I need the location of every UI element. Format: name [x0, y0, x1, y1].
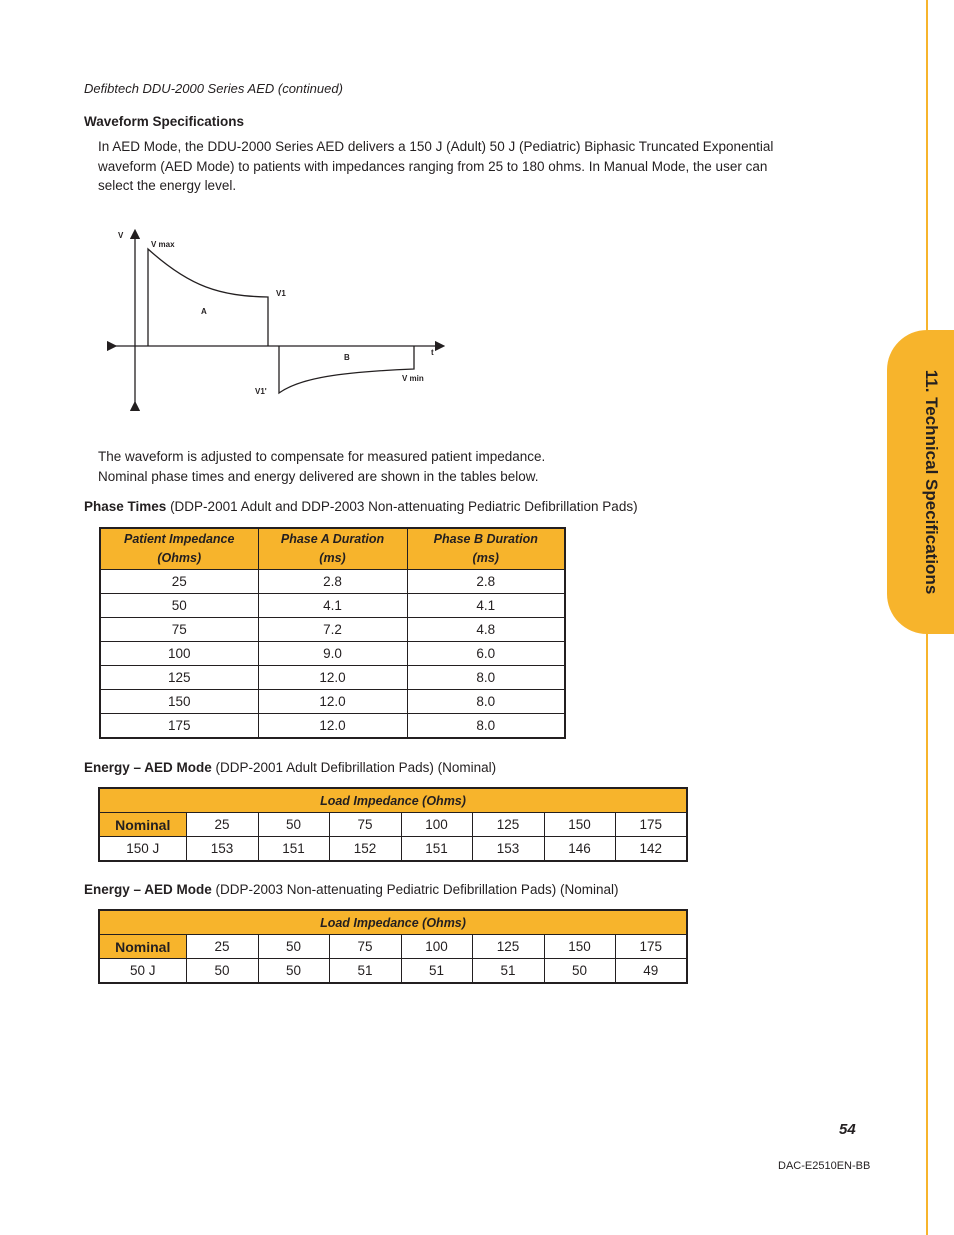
- cell: 25: [186, 935, 258, 959]
- cell: 51: [472, 959, 544, 984]
- cell: 175: [615, 935, 687, 959]
- chapter-tab[interactable]: [887, 330, 954, 634]
- table-row: [100, 570, 565, 594]
- phase-times-heading-bold: Phase Times: [84, 499, 167, 514]
- cell: 146: [544, 837, 615, 862]
- label-v: V: [118, 231, 124, 240]
- table-row: [100, 714, 565, 739]
- cell: 51: [329, 959, 401, 984]
- cell: 2.8: [258, 570, 407, 594]
- cell: 100: [401, 935, 472, 959]
- energy-adult-heading-bold: Energy – AED Mode: [84, 760, 212, 775]
- cell: 151: [258, 837, 329, 862]
- energy-adult-heading-rest: (DDP-2001 Adult Defibrillation Pads) (Nominal): [211, 760, 497, 775]
- impedance-note: [98, 447, 545, 486]
- cell: 49: [615, 959, 687, 984]
- cell: 51: [401, 959, 472, 984]
- row-label: 50 J: [99, 959, 186, 984]
- cell: 50: [258, 959, 329, 984]
- intro-paragraph: [98, 137, 828, 196]
- table-row: [100, 690, 565, 714]
- table-row: [99, 935, 687, 959]
- cell: 50: [544, 959, 615, 984]
- cell: 75: [100, 618, 258, 642]
- table-row: [99, 959, 687, 984]
- cell: 8.0: [407, 714, 565, 739]
- phase-times-heading: [84, 499, 638, 514]
- cell: 12.0: [258, 690, 407, 714]
- table-row: [100, 642, 565, 666]
- cell: 150: [544, 935, 615, 959]
- col-header-phase-a: Phase A Duration (ms): [258, 528, 407, 570]
- energy-pediatric-heading: [84, 882, 618, 897]
- cell: 175: [615, 813, 687, 837]
- cell: 153: [472, 837, 544, 862]
- cell: 125: [100, 666, 258, 690]
- col-header-phase-b: Phase B Duration (ms): [407, 528, 565, 570]
- cell: 50: [258, 813, 329, 837]
- cell: 153: [186, 837, 258, 862]
- cell: 4.1: [407, 594, 565, 618]
- table-row: [99, 837, 687, 862]
- table-row: [100, 594, 565, 618]
- note-line: The waveform is adjusted to compensate for measured patient impedance.: [98, 449, 546, 464]
- cell: 151: [401, 837, 472, 862]
- label-a: A: [201, 307, 207, 316]
- energy-pediatric-heading-rest: (DDP-2003 Non-attenuating Pediatric Defibrillation Pads) (Nominal): [211, 882, 619, 897]
- cell: 150: [100, 690, 258, 714]
- cell: 2.8: [407, 570, 565, 594]
- energy-adult-heading: [84, 760, 496, 775]
- label-v1: V1: [276, 289, 286, 298]
- section-title: Waveform Specifications: [84, 114, 245, 129]
- energy-pediatric-heading-bold: Energy – AED Mode: [84, 882, 212, 897]
- cell: 100: [401, 813, 472, 837]
- cell: 9.0: [258, 642, 407, 666]
- cell: 152: [329, 837, 401, 862]
- cell: 25: [186, 813, 258, 837]
- cell: 8.0: [407, 690, 565, 714]
- cell: 6.0: [407, 642, 565, 666]
- cell: 4.1: [258, 594, 407, 618]
- cell: 4.8: [407, 618, 565, 642]
- nominal-label: Nominal: [99, 935, 186, 959]
- page-number: 54: [839, 1121, 856, 1138]
- cell: 150: [544, 813, 615, 837]
- waveform-diagram: [100, 222, 460, 412]
- label-t: t: [431, 348, 434, 357]
- row-label: 150 J: [99, 837, 186, 862]
- intro-line: select the energy level.: [98, 178, 237, 193]
- table-row: [100, 618, 565, 642]
- cell: 12.0: [258, 666, 407, 690]
- cell: 125: [472, 813, 544, 837]
- cell: 75: [329, 813, 401, 837]
- load-impedance-header: Load Impedance (Ohms): [99, 788, 687, 813]
- label-b: B: [344, 353, 350, 362]
- document-code: DAC-E2510EN-BB: [778, 1160, 871, 1172]
- cell: 50: [100, 594, 258, 618]
- cell: 175: [100, 714, 258, 739]
- cell: 12.0: [258, 714, 407, 739]
- label-v1-prime: V1': [255, 387, 267, 396]
- cell: 125: [472, 935, 544, 959]
- nominal-label: Nominal: [99, 813, 186, 837]
- cell: 50: [258, 935, 329, 959]
- table-header-row: [100, 528, 565, 570]
- phase-times-table: [99, 527, 566, 739]
- phase-a-curve: [148, 249, 268, 346]
- chapter-tab-label: 11. Technical Specifications: [922, 369, 941, 595]
- cell: 75: [329, 935, 401, 959]
- intro-line: In AED Mode, the DDU-2000 Series AED delivers a 150 J (Adult) 50 J (Pediatric) Biphasic Truncated Exponential: [98, 139, 774, 154]
- cell: 25: [100, 570, 258, 594]
- table-row: [99, 813, 687, 837]
- cell: 100: [100, 642, 258, 666]
- cell: 7.2: [258, 618, 407, 642]
- cell: 142: [615, 837, 687, 862]
- col-header-impedance: Patient Impedance (Ohms): [100, 528, 258, 570]
- label-vmin: V min: [402, 374, 424, 383]
- energy-pediatric-table: [98, 909, 688, 984]
- phase-times-heading-rest: (DDP-2001 Adult and DDP-2003 Non-attenuating Pediatric Defibrillation Pads): [166, 499, 638, 514]
- intro-line: waveform (AED Mode) to patients with impedances ranging from 25 to 180 ohms. In Manual Mode, the user can: [98, 158, 768, 174]
- cell: 50: [186, 959, 258, 984]
- cell: 8.0: [407, 666, 565, 690]
- label-vmax: V max: [151, 240, 175, 249]
- table-row: [100, 666, 565, 690]
- running-head: Defibtech DDU-2000 Series AED (continued): [84, 81, 343, 96]
- load-impedance-header: Load Impedance (Ohms): [99, 910, 687, 935]
- energy-adult-table: [98, 787, 688, 862]
- note-line: Nominal phase times and energy delivered are shown in the tables below.: [98, 468, 539, 484]
